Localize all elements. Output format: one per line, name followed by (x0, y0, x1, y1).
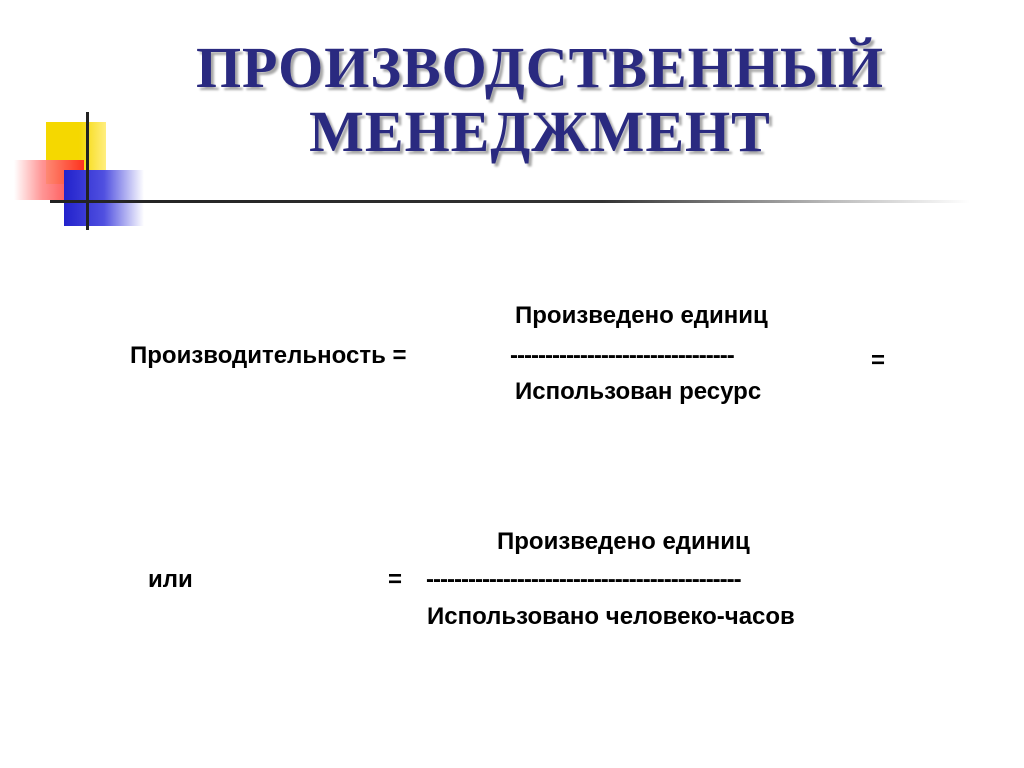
formula2-or-label: или (148, 566, 193, 593)
formula1-divider: -------------------------------- (510, 342, 734, 369)
formula2-equals: = (388, 566, 403, 593)
formula1-trailing-equals: = (871, 347, 886, 374)
decor-blue-square (64, 170, 144, 226)
title-underline (50, 200, 970, 203)
formula2-divider: --------------------------------------------- (426, 566, 741, 593)
title-line-1: ПРОИЗВОДСТВЕННЫЙ (195, 35, 885, 100)
slide-title (120, 36, 960, 164)
formula1-left-side: Производительность = (130, 342, 407, 369)
decor-vertical-line (86, 112, 89, 230)
title-line-2: МЕНЕДЖМЕНТ (309, 99, 771, 164)
formula1-numerator: Произведено единиц (515, 302, 768, 329)
formula1-denominator: Использован ресурс (515, 378, 762, 405)
formula2-numerator: Произведено единиц (497, 528, 750, 555)
formula2-denominator: Использовано человеко-часов (427, 603, 795, 630)
